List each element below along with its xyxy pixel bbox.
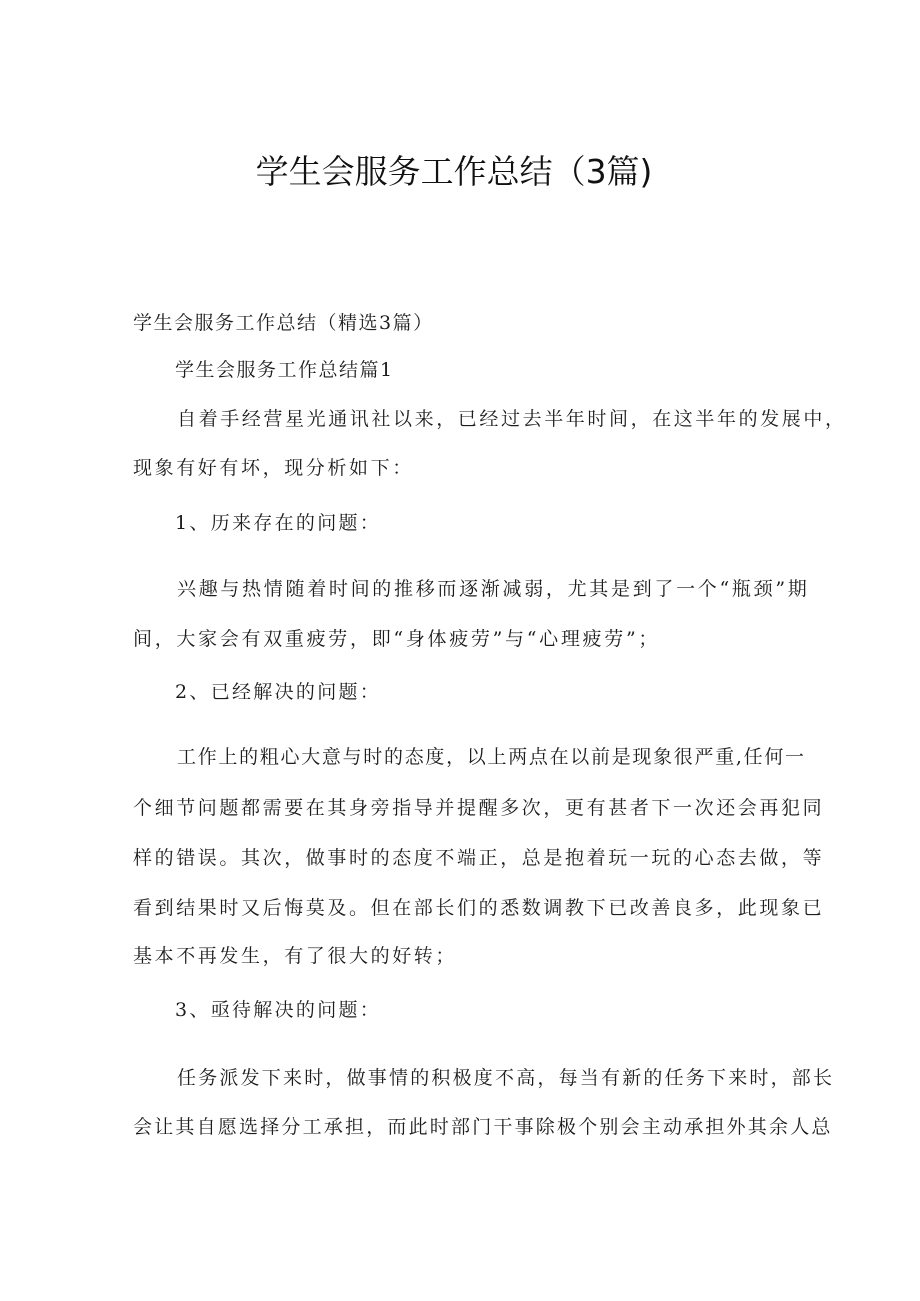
paragraph-2-line-1: 兴趣与热情随着时间的推移而逐渐减弱，尤其是到了一个“瓶颈”期 [177, 578, 810, 600]
paragraph-3-line-5: 基本不再发生，有了很大的好转； [133, 945, 458, 967]
paragraph-4-line-2: 会让其自愿选择分工承担，而此时部门干事除极个别会主动承担外其余人总 [133, 1116, 833, 1138]
paragraph-1-line-1: 自着手经营星光通讯社以来，已经过去半年时间，在这半年的发展中， [177, 408, 847, 430]
section-heading: 学生会服务工作总结篇1 [175, 359, 394, 381]
document-title: 学生会服务工作总结（3篇) [255, 152, 653, 191]
paragraph-3-line-4: 看到结果时又后悔莫及。但在部长们的悉数调教下已改善良多，此现象已 [133, 897, 825, 919]
item-3-heading: 3、亟待解决的问题： [175, 999, 382, 1021]
paragraph-3-line-2: 个细节问题都需要在其身旁指导并提醒多次，更有甚者下一次还会再犯同 [133, 797, 825, 819]
paragraph-2-line-2: 间，大家会有双重疲劳，即“身体疲劳”与“心理疲劳”； [133, 628, 661, 650]
paragraph-4-line-1: 任务派发下来时，做事情的积极度不高，每当有新的任务下来时，部长 [177, 1067, 835, 1089]
item-1-heading: 1、历来存在的问题： [175, 512, 382, 534]
document-subtitle: 学生会服务工作总结（精选3篇） [133, 312, 434, 334]
paragraph-3-line-1: 工作上的粗心大意与时的态度，以上两点在以前是现象很严重,任何一 [177, 746, 806, 768]
item-2-heading: 2、已经解决的问题： [175, 681, 382, 703]
paragraph-1-line-2: 现象有好有坏，现分析如下： [133, 457, 414, 479]
paragraph-3-line-3: 样的错误。其次，做事时的态度不端正，总是抱着玩一玩的心态去做，等 [133, 847, 825, 869]
